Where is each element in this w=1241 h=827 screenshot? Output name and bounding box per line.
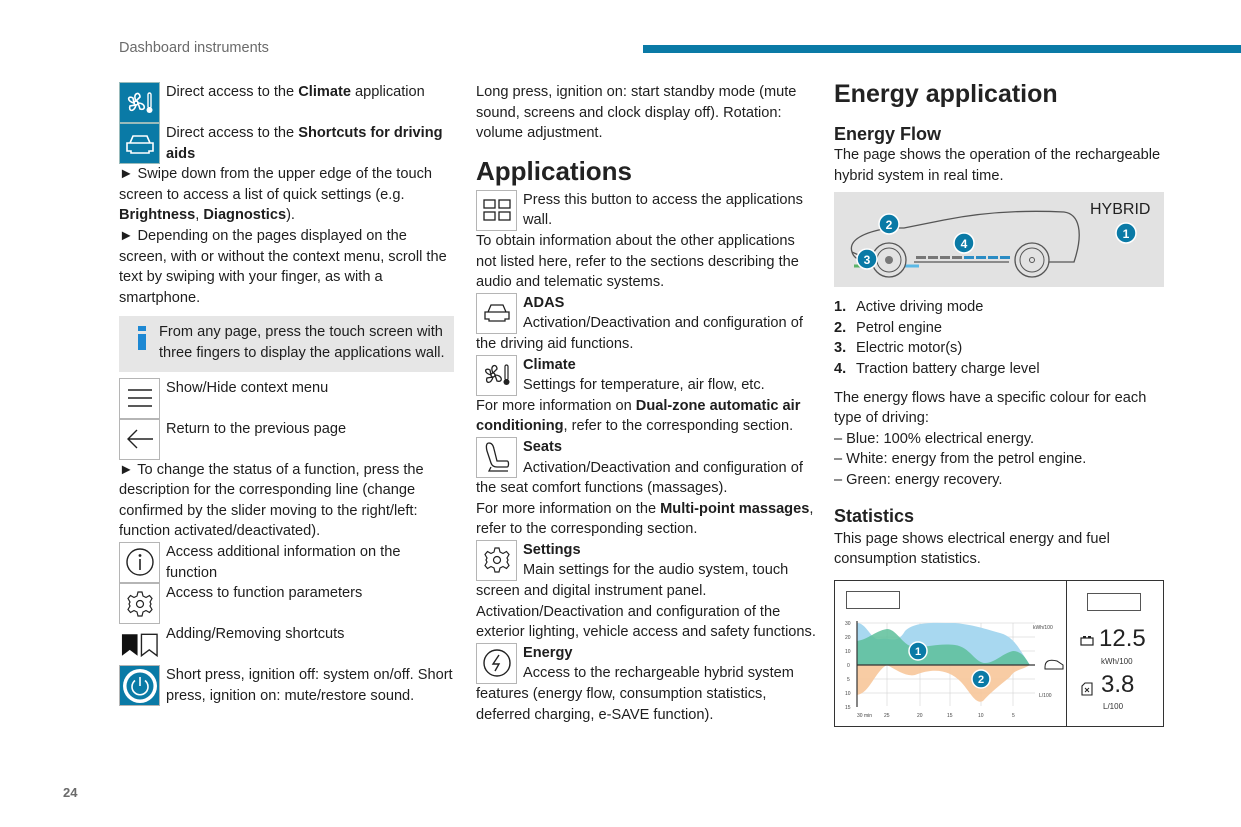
electric-consumption-value: 12.5 xyxy=(1099,624,1146,652)
adas-app-row: ADAS Activation/Deactivation and configuration of the driving aid functions. xyxy=(476,294,803,352)
settings-app-row: Settings Main settings for the audio system, touch screen and digital instrument panel. xyxy=(476,541,789,600)
svg-text:10: 10 xyxy=(845,690,851,697)
scroll-instruction: ► Depending on the pages displayed on the screen, with or without the context menu, scroll the text by swiping with your finger, as with a smartphone. xyxy=(119,227,447,306)
colour-item: – Green: energy recovery. xyxy=(834,471,1003,488)
svg-text:2: 2 xyxy=(977,673,985,686)
colours-intro: The energy flows have a specific colour for each type of driving: xyxy=(834,389,1147,427)
info-row: Access additional information on the function xyxy=(119,542,454,583)
colour-item: – Blue: 100% electrical energy. xyxy=(834,430,1035,447)
colours-list xyxy=(834,429,1169,491)
svg-text:25: 25 xyxy=(884,712,890,719)
statistics-illustration xyxy=(834,580,1164,727)
svg-text:30 min: 30 min xyxy=(857,712,873,719)
consumption-chart xyxy=(835,581,1067,726)
svg-text:2: 2 xyxy=(885,218,893,233)
svg-text:10: 10 xyxy=(845,648,851,655)
energy-flow-legend xyxy=(834,297,1169,379)
svg-text:0: 0 xyxy=(847,662,850,669)
bookmark-icon xyxy=(119,624,160,665)
battery-icon xyxy=(1080,636,1094,646)
seats-app-row: Seats Activation/Deactivation and configuration of the seat comfort functions (massages). xyxy=(476,438,803,497)
header-accent-bar xyxy=(643,45,1241,53)
apps-wall-row: Press this button to access the applications wall. xyxy=(476,190,816,231)
power-row: Short press, ignition off: system on/off. Short press, ignition on: mute/restore sound. xyxy=(119,665,454,706)
arrow-left-icon xyxy=(119,419,160,460)
electric-consumption-unit: kWh/100 xyxy=(1101,656,1133,666)
svg-text:20: 20 xyxy=(917,712,923,719)
fuel-can-icon xyxy=(1080,682,1094,696)
other-apps-text: To obtain information about the other applications not listed here, refer to the sections describing the audio and telematic systems. xyxy=(476,232,799,291)
settings-more-text: Activation/Deactivation and configuration of the exterior lighting, vehicle access and safety functions. xyxy=(476,603,816,641)
seats-more-text: For more information on the Multi-point massages, refer to the corresponding section. xyxy=(476,500,814,538)
back-row: Return to the previous page xyxy=(119,419,454,460)
svg-text:20: 20 xyxy=(845,634,851,641)
page-number: 24 xyxy=(63,785,78,800)
legend-item: 3. Electric motor(s) xyxy=(834,340,963,357)
svg-text:kWh/100: kWh/100 xyxy=(1033,624,1053,631)
car-icon xyxy=(119,123,160,164)
info-note: From any page, press the touch screen with three fingers to display the applications wall. xyxy=(119,316,454,371)
applications-heading: Applications xyxy=(476,155,633,186)
settings-gear-icon xyxy=(476,540,517,581)
energy-application-heading: Energy application xyxy=(834,80,1058,108)
info-circle-icon xyxy=(119,542,160,583)
fuel-consumption-value: 3.8 xyxy=(1101,670,1135,698)
legend-item: 4. Traction battery charge level xyxy=(834,360,1040,377)
legend-item: 1. Active driving mode xyxy=(834,299,984,316)
statistics-heading: Statistics xyxy=(834,505,915,526)
bookmarks-row: Adding/Removing shortcuts xyxy=(119,624,454,665)
statistics-text: This page shows electrical energy and fuel consumption statistics. xyxy=(834,530,1110,568)
energy-app-row: Energy Access to the rechargeable hybrid system features (energy flow, consumption statistics, deferred charging, e-SAVE function). xyxy=(476,644,794,723)
energy-bolt-icon xyxy=(476,643,517,684)
consumption-summary xyxy=(1067,581,1163,726)
svg-text:HYBRID: HYBRID xyxy=(1090,201,1151,219)
long-press-text: Long press, ignition on: start standby mode (mute sound, screens and clock display off). Rotation: volume adjustment. xyxy=(476,84,797,142)
svg-text:5: 5 xyxy=(1012,712,1015,719)
car-outline-icon xyxy=(476,293,517,334)
column-2 xyxy=(476,82,816,725)
svg-text:L/100: L/100 xyxy=(1039,692,1052,699)
svg-text:1: 1 xyxy=(1122,227,1130,242)
svg-text:3: 3 xyxy=(863,253,871,268)
climate-more-text: For more information on Dual-zone automatic air conditioning, refer to the corresponding section. xyxy=(476,397,801,435)
grid-icon xyxy=(476,190,517,231)
svg-text:10: 10 xyxy=(978,712,984,719)
climate-icon xyxy=(119,82,160,123)
svg-text:30: 30 xyxy=(845,620,851,627)
energy-flow-heading: Energy Flow xyxy=(834,124,942,144)
column-3 xyxy=(834,82,1169,727)
gear-icon xyxy=(119,583,160,624)
parameters-row: Access to function parameters xyxy=(119,583,454,624)
context-menu-row: Show/Hide context menu xyxy=(119,378,454,419)
climate-shortcut-row: Direct access to the Climate application xyxy=(119,82,454,123)
legend-item: 2. Petrol engine xyxy=(834,319,943,336)
column-1 xyxy=(119,82,454,706)
info-note-icon xyxy=(137,326,147,350)
fuel-consumption-unit: L/100 xyxy=(1103,701,1124,711)
fan-thermometer-icon xyxy=(476,355,517,396)
power-knob-icon xyxy=(119,665,160,706)
energy-flow-text: The page shows the operation of the rechargeable hybrid system in real time. xyxy=(834,147,1161,184)
svg-text:4: 4 xyxy=(960,237,968,252)
svg-text:1: 1 xyxy=(914,645,922,658)
hamburger-menu-icon xyxy=(119,378,160,419)
change-status-instruction: ► To change the status of a function, press the description for the corresponding line (change confirmed by the slider moving to the right/left: function activated/deactivated). xyxy=(119,461,424,540)
svg-text:5: 5 xyxy=(847,676,850,683)
svg-text:15: 15 xyxy=(845,704,851,711)
energy-flow-illustration xyxy=(834,192,1164,287)
page-header-title: Dashboard instruments xyxy=(119,40,269,56)
swipe-instruction: ► Swipe down from the upper edge of the touch screen to access a list of quick settings (e.g. Brightness, Diagnostics). xyxy=(119,166,432,224)
colour-item: – White: energy from the petrol engine. xyxy=(834,451,1087,468)
climate-app-row: Climate Settings for temperature, air flow, etc. xyxy=(476,355,816,396)
svg-text:15: 15 xyxy=(947,712,953,719)
seat-icon xyxy=(476,437,517,478)
driving-aids-shortcut-row: Direct access to the Shortcuts for driving aids xyxy=(119,123,454,164)
